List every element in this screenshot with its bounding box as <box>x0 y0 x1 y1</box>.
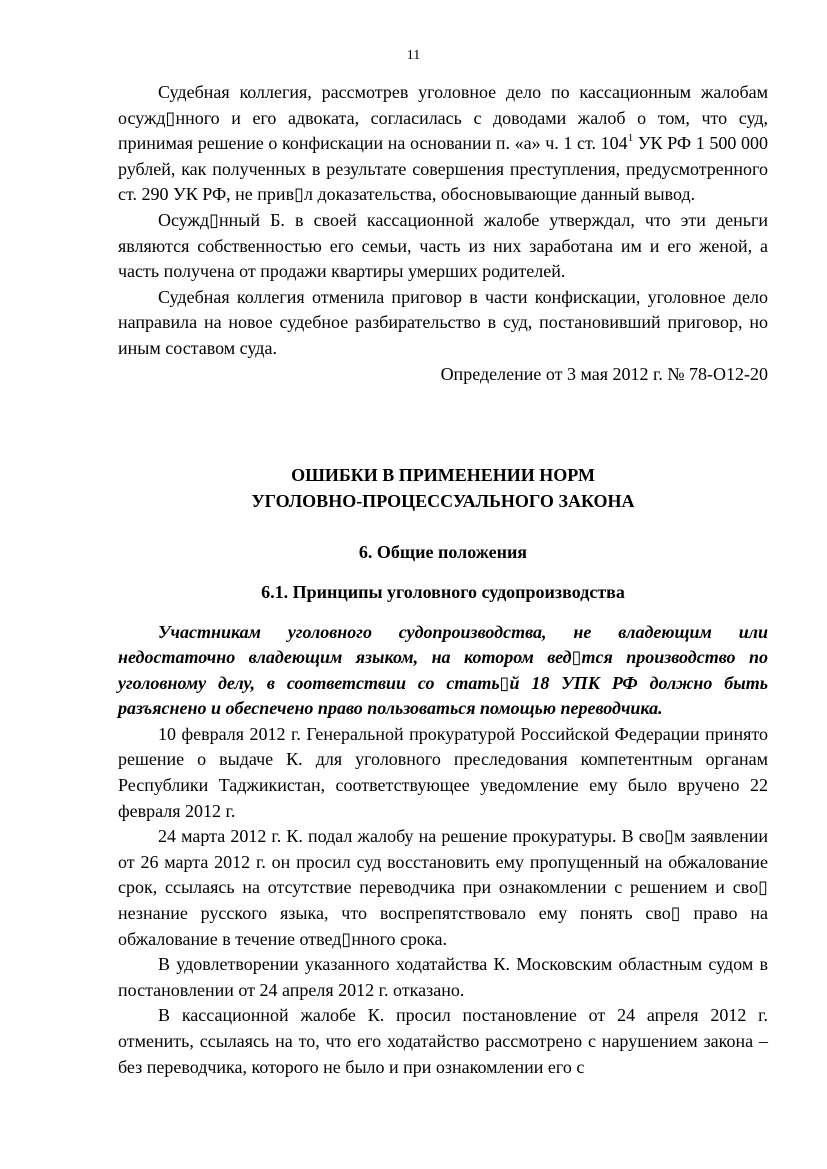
superscript: 1 <box>627 132 634 145</box>
paragraph-1-text-b: УК РФ 1 500 000 рублей, как полученных в результате совершения преступления, предусмотренного ст. 290 УК РФ, не прив▯л доказательства, обосновывающие данный вывод. <box>118 133 768 205</box>
subsection-heading: 6.1. Принципы уголовного судопроизводства <box>261 581 625 602</box>
document-body <box>118 80 768 1080</box>
citation: Определение от 3 мая 2012 г. № 78-О12-20 <box>440 363 768 384</box>
paragraph-3: Судебная коллегия отменила приговор в части конфискации, уголовное дело направила на новое судебное разбирательство в суд, постановивший приговор, но иным составом суда. <box>118 286 768 358</box>
paragraph-7: В кассационной жалобе К. просил постановление от 24 апреля 2012 г. отменить, ссылаясь на то, что его ходатайство рассмотрено с нарушением закона – без переводчика, которого не было и при ознакомлении его с <box>118 1005 768 1077</box>
thesis: Участникам уголовного судопроизводства, не владеющим или недостаточно владеющим языком, на котором вед▯тся производство по уголовному делу, в соответствии со стать▯й 18 УПК РФ должно быть разъяснено и обеспечено право пользоваться помощью переводчика. <box>118 621 768 719</box>
page-number: 11 <box>406 48 421 63</box>
paragraph-4: 10 февраля 2012 г. Генеральной прокуратурой Российской Федерации принято решение о выдаче К. для уголовного преследования компетентным органам Республики Таджикистан, соответствующее уведомление ему было вручено 22 февраля 2012 г. <box>118 723 768 821</box>
paragraph-2: Осужд▯нный Б. в своей кассационной жалобе утверждал, что эти деньги являются собственностью его семьи, часть из них заработана им и его женой, а часть получена от продажи квартиры умерших родителей. <box>118 209 768 282</box>
chapter-heading: 6. Общие положения <box>358 542 528 563</box>
paragraph-1 <box>118 80 768 208</box>
section-heading-line1: ОШИБКИ В ПРИМЕНЕНИИ НОРМ <box>291 465 595 486</box>
paragraph-1-text-a: Судебная коллегия, рассмотрев уголовное дело по кассационным жалобам осужд▯нного и его адвоката, согласилась с доводами жалоб о том, что суд, принимая решение о конфискации на основании п. «а» ч. 1 ст. 104 <box>118 82 768 154</box>
section-heading-line2: УГОЛОВНО-ПРОЦЕССУАЛЬНОГО ЗАКОНА <box>251 490 635 511</box>
paragraph-6: В удовлетворении указанного ходатайства К. Московским областным судом в постановлении от 24 апреля 2012 г. отказано. <box>118 954 768 1000</box>
paragraph-5: 24 марта 2012 г. К. подал жалобу на решение прокуратуры. В сво▯м заявлении от 26 марта 2012 г. он просил суд восстановить ему пропущенный на обжалование срок, ссылаясь на отсутствие переводчика при ознакомлении с решением и сво▯ незнание русского языка, что воспрепятствовало ему понять сво▯ право на обжалование в течение отвед▯нного срока. <box>118 826 768 949</box>
